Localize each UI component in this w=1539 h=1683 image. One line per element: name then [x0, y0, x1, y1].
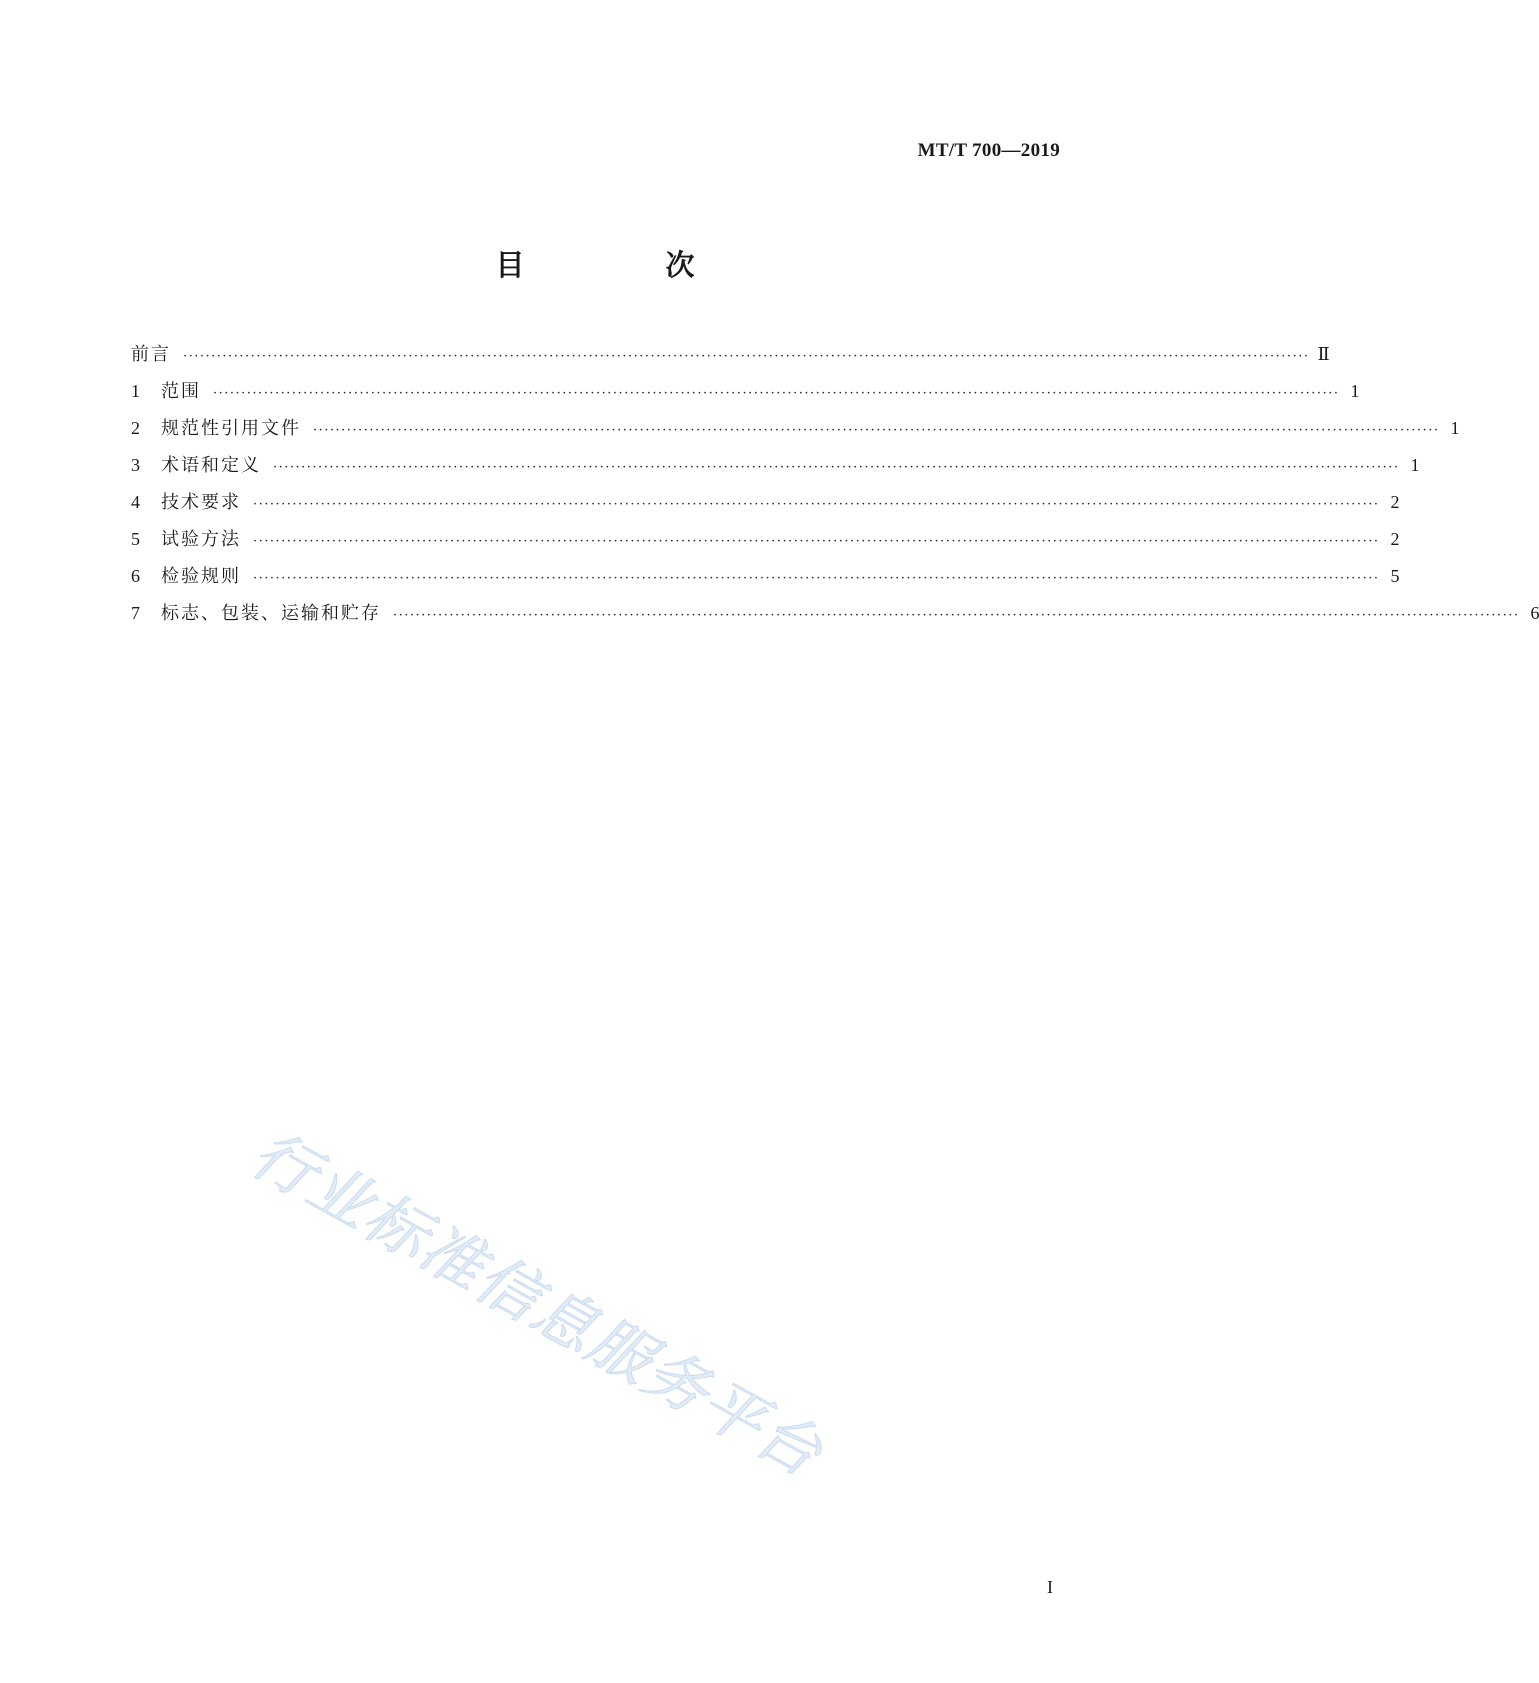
toc-item-inspection-rules[interactable] [131, 562, 1400, 599]
toc-dot-leader: ········································································································································································································ [393, 608, 1520, 623]
watermark: 行业标准信息服务平台 [239, 1116, 836, 1492]
toc-dot-leader: ········································································································································································································ [253, 571, 1380, 586]
toc-item-number: 5 [131, 529, 140, 549]
toc-dot-leader: ········································································································································································································ [313, 423, 1440, 438]
toc-item-test-methods[interactable] [131, 525, 1400, 562]
toc-title: 目 次 [495, 248, 751, 282]
toc-item-marking-packaging[interactable] [131, 599, 1539, 636]
toc-item-page: 1 [1350, 381, 1360, 401]
toc-item-label: 术语和定义 [161, 455, 261, 476]
standard-code: MT/T 700—2019 [917, 140, 1060, 161]
toc-item-label: 技术要求 [161, 492, 241, 513]
toc-item-number: 2 [131, 418, 140, 438]
toc-item-scope[interactable] [131, 377, 1360, 414]
toc-item-label: 前言 [131, 344, 171, 365]
toc-item-terms-definitions[interactable] [131, 451, 1420, 488]
toc-dot-leader: ········································································································································································································ [253, 497, 1380, 512]
toc-item-number: 7 [131, 603, 140, 623]
toc-dot-leader: ········································································································································································································ [213, 386, 1340, 401]
toc-item-page: 6 [1530, 603, 1539, 623]
toc-item-page: Ⅱ [1317, 344, 1330, 364]
toc-item-technical-requirements[interactable] [131, 488, 1400, 525]
toc-item-label: 规范性引用文件 [161, 418, 301, 439]
toc-item-page: 1 [1410, 455, 1420, 475]
toc-item-label: 范围 [161, 381, 201, 402]
toc-dot-leader: ········································································································································································································ [253, 534, 1380, 549]
table-of-contents [131, 340, 1539, 636]
toc-dot-leader: ········································································································································································································ [273, 460, 1400, 475]
page-number: I [1047, 1577, 1053, 1597]
toc-item-page: 2 [1390, 529, 1400, 549]
toc-item-label: 检验规则 [161, 566, 241, 587]
toc-item-foreword[interactable] [131, 340, 1330, 377]
toc-item-label: 标志、包装、运输和贮存 [161, 603, 381, 624]
toc-item-page: 2 [1390, 492, 1400, 512]
toc-dot-leader: ········································································································································································································ [183, 349, 1310, 364]
toc-item-page: 1 [1450, 418, 1460, 438]
toc-item-number: 3 [131, 455, 140, 475]
toc-item-number: 4 [131, 492, 140, 512]
toc-item-number: 6 [131, 566, 140, 586]
toc-item-label: 试验方法 [161, 529, 241, 550]
toc-item-number: 1 [131, 381, 140, 401]
toc-item-page: 5 [1390, 566, 1400, 586]
toc-item-normative-references[interactable] [131, 414, 1460, 451]
